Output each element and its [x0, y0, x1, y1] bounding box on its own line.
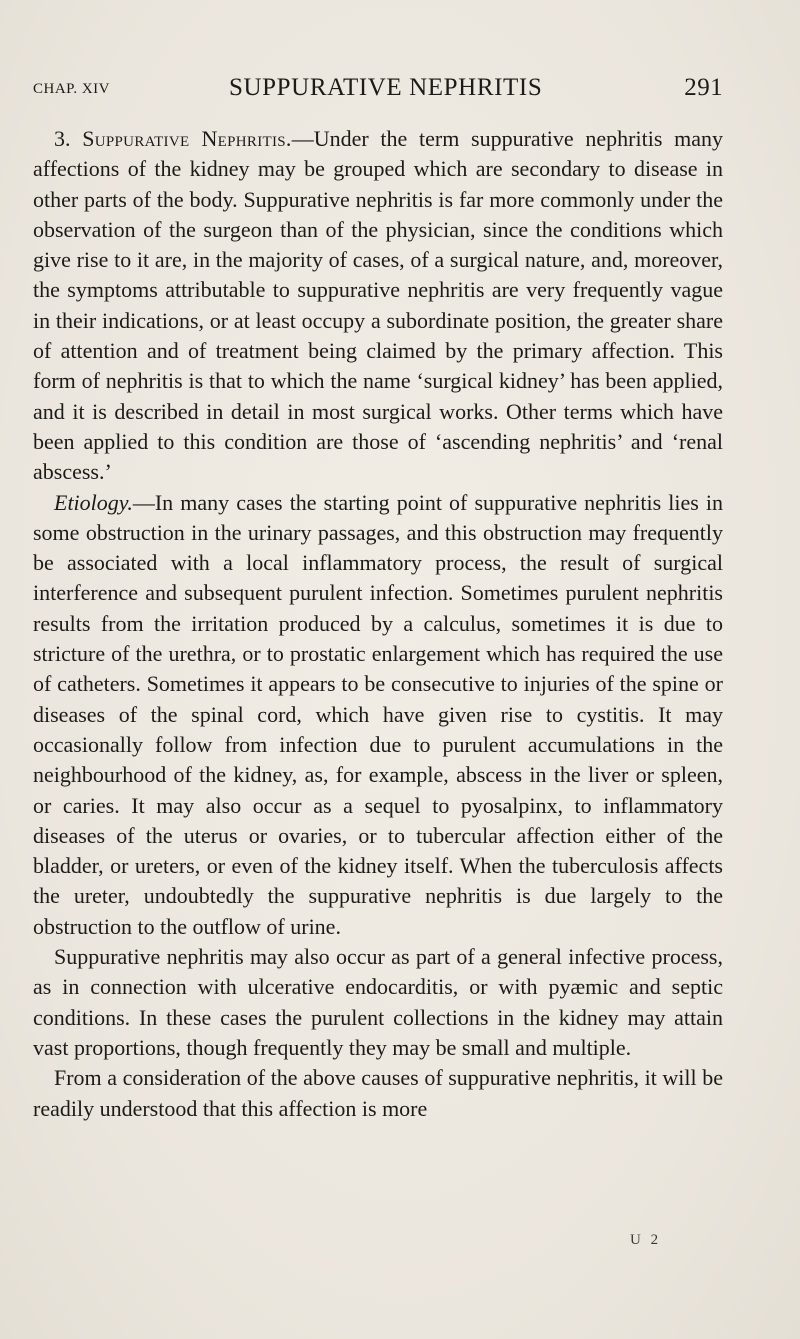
- paragraph-consideration: [33, 1063, 723, 1124]
- paragraph-etiology: [33, 488, 723, 942]
- chapter-label: CHAP. XIV: [33, 81, 111, 97]
- subsection-heading: Etiology.: [54, 489, 133, 515]
- body-text: [33, 124, 723, 1124]
- running-title: SUPPURATIVE NEPHRITIS: [229, 74, 543, 101]
- running-header: [33, 74, 723, 110]
- paragraph-general-infection: [33, 942, 723, 1063]
- signature-mark: U 2: [630, 1232, 662, 1248]
- page-number: 291: [684, 74, 723, 101]
- section-heading: Suppurative Nephritis.: [82, 126, 292, 151]
- paragraph-text: Suppurative nephritis may also occur as part of a general infective process, as in connection with ulcerative endocarditis, or with pyæmic and septic conditions. In these cases the purulent collections in the kidney may attain vast proportions, though frequently they may be small and multiple.: [33, 944, 723, 1060]
- paragraph-text: —Under the term suppurative nephritis many affections of the kidney may be grouped which are secondary to disease in other parts of the body. Suppurative nephritis is far more commonly under the observation of the surgeon than of the physician, since the conditions which give rise to it are, in the majority of cases, of a surgical nature, and, moreover, the symptoms attributable to suppurative nephritis are very frequently vague in their indications, or at least occupy a subordinate position, the greater share of attention and of treatment being claimed by the primary affection. This form of nephritis is that to which the name ‘surgical kidney’ has been applied, and it is described in detail in most surgical works. Other terms which have been applied to this condition are those of ‘ascending nephritis’ and ‘renal abscess.’: [33, 126, 723, 485]
- section-number: 3.: [54, 126, 71, 151]
- paragraph-text: From a consideration of the above causes of suppurative nephritis, it will be readily understood that this affection is more: [33, 1065, 723, 1121]
- paragraph-text: —In many cases the starting point of suppurative nephritis lies in some obstruction in the urinary passages, and this obstruction may frequently be associated with a local inflammatory process, the result of surgical interference and subsequent purulent infection. Sometimes purulent nephritis results from the irritation produced by a calculus, sometimes it is due to stricture of the urethra, or to prostatic enlargement which has required the use of catheters. Sometimes it appears to be consecutive to injuries of the spine or diseases of the spinal cord, which have given rise to cystitis. It may occasionally follow from infection due to purulent accumulations in the neighbourhood of the kidney, as, for example, abscess in the liver or spleen, or caries. It may also occur as a sequel to pyosalpinx, to inflammatory diseases of the uterus or ovaries, or to tubercular affection either of the bladder, or ureters, or even of the kidney itself. When the tuberculosis affects the ureter, undoubtedly the suppurative nephritis is due largely to the obstruction to the outflow of urine.: [33, 489, 723, 939]
- paragraph-suppurative-nephritis: [33, 124, 723, 488]
